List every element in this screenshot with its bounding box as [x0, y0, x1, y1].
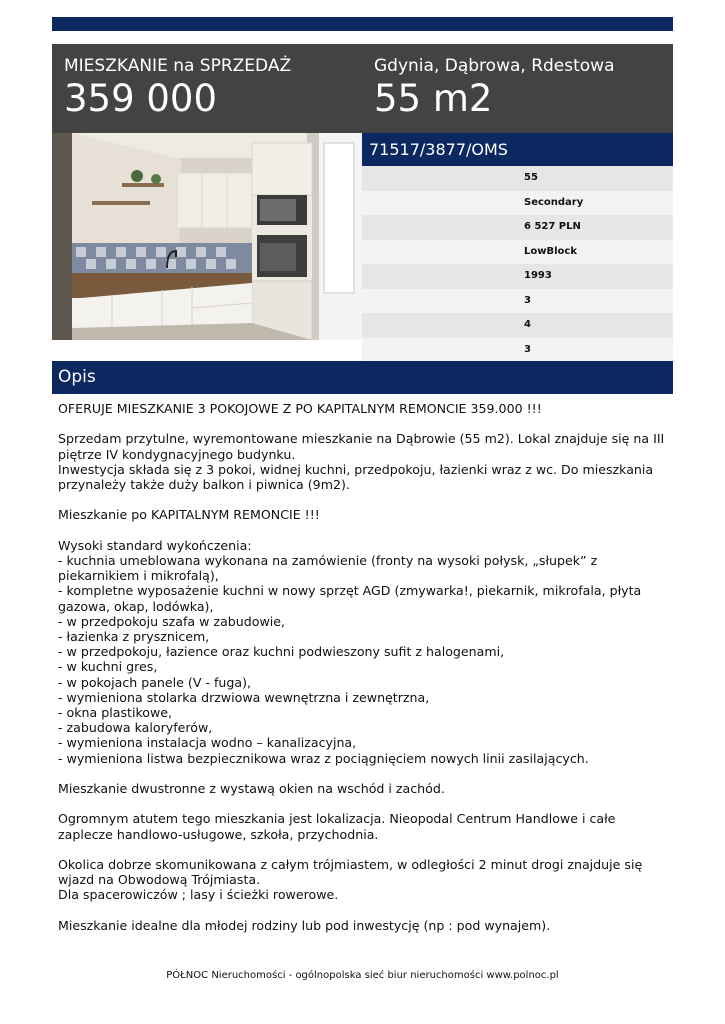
description-line — [58, 416, 670, 431]
description-line: Dla spacerowiczów ; lasy i ścieżki rowerowe. — [58, 887, 339, 903]
param-row: 4 — [362, 313, 673, 338]
section-title-opis: Opis — [52, 361, 673, 394]
description-line — [58, 903, 670, 918]
description-line: Okolica dobrze skomunikowana z całym trójmiastem, w odległości 2 minut drogi znajduje się wjazd na Obwodową Trójmiasta. — [58, 857, 647, 888]
description-line: Mieszkanie dwustronne z wystawą okien na wschód i zachód. — [58, 781, 445, 797]
description-line: Mieszkanie idealne dla młodej rodziny lub pod inwestycję (np : pod wynajem). — [58, 917, 551, 933]
listing-type: MIESZKANIE na SPRZEDAŻ — [64, 56, 292, 76]
param-row: 55 — [362, 166, 673, 191]
description-line: Sprzedam przytulne, wyremontowane mieszkanie na Dąbrowie (55 m2). Lokal znajduje się na III piętrze IV kondygnacyjnego budynku. — [58, 431, 669, 462]
listing-header — [52, 44, 673, 133]
description-line — [58, 796, 670, 811]
param-row: Secondary — [362, 191, 673, 216]
description-line: - w kuchni gres, — [58, 659, 158, 675]
description-line — [58, 842, 670, 857]
reference-number: 71517/3877/OMS — [362, 133, 673, 166]
description-line: - w przedpokoju, łazience oraz kuchni podwieszony sufit z halogenami, — [58, 644, 505, 660]
description-line: - w pokojach panele (V - fuga), — [58, 674, 252, 690]
param-row: 6 527 PLN — [362, 215, 673, 240]
description-line: - zabudowa kaloryferów, — [58, 720, 213, 736]
top-accent-bar — [52, 17, 673, 31]
location: Gdynia, Dąbrowa, Rdestowa — [374, 56, 615, 76]
param-row: 3 — [362, 289, 673, 314]
description-line: - okna plastikowe, — [58, 705, 173, 721]
description-line: - kompletne wyposażenie kuchni w nowy sprzęt AGD (zmywarka!, piekarnik, mikrofala, płyta gazowa, okap, lodówka), — [58, 583, 646, 614]
footer: PÓŁNOC Nieruchomości - ogólnopolska sieć biur nieruchomości www.polnoc.pl — [166, 970, 559, 981]
description — [58, 401, 670, 933]
description-line: - wymieniona stolarka drzwiowa wewnętrzna i zewnętrzna, — [58, 689, 430, 705]
description-line: Mieszkanie po KAPITALNYM REMONCIE !!! — [58, 507, 320, 523]
header-left — [64, 56, 291, 120]
header-right — [374, 56, 615, 120]
description-line: - wymieniona listwa bezpiecznikowa wraz z pociągnięciem nowych linii zasilających. — [58, 750, 589, 766]
description-line: - wymieniona instalacja wodno – kanalizacyjna, — [58, 735, 357, 751]
description-line — [58, 523, 670, 538]
description-line: - w przedpokoju szafa w zabudowie, — [58, 613, 286, 629]
params-table — [362, 166, 673, 362]
param-row: 1993 — [362, 264, 673, 289]
param-row: 3 — [362, 338, 673, 363]
kitchen-photo-image — [52, 133, 362, 340]
kitchen-photo — [52, 133, 362, 340]
param-row: LowBlock — [362, 240, 673, 265]
price: 359 000 — [64, 77, 218, 120]
description-line: Inwestycja składa się z 3 pokoi, widnej kuchni, przedpokoju, łazienki wraz z wc. Do mieszkania przynależy także duży balkon i piwnica (9m2). — [58, 461, 658, 492]
description-line: Ogromnym atutem tego mieszkania jest lokalizacja. Nieopodal Centrum Handlowe i całe zaplecze handlowo-usługowe, szkoła, przychodnia. — [58, 811, 620, 842]
description-line — [58, 492, 670, 507]
description-line: OFERUJE MIESZKANIE 3 POKOJOWE Z PO KAPITALNYM REMONCIE 359.000 !!! — [58, 401, 542, 416]
description-line — [58, 766, 670, 781]
area: 55 m2 — [374, 77, 493, 120]
description-line: - łazienka z prysznicem, — [58, 629, 210, 644]
description-line: - kuchnia umeblowana wykonana na zamówienie (fronty na wysoki połysk, „słupek” z piekarnikiem i mikrofalą), — [58, 552, 602, 584]
description-line: Wysoki standard wykończenia: — [58, 537, 252, 553]
